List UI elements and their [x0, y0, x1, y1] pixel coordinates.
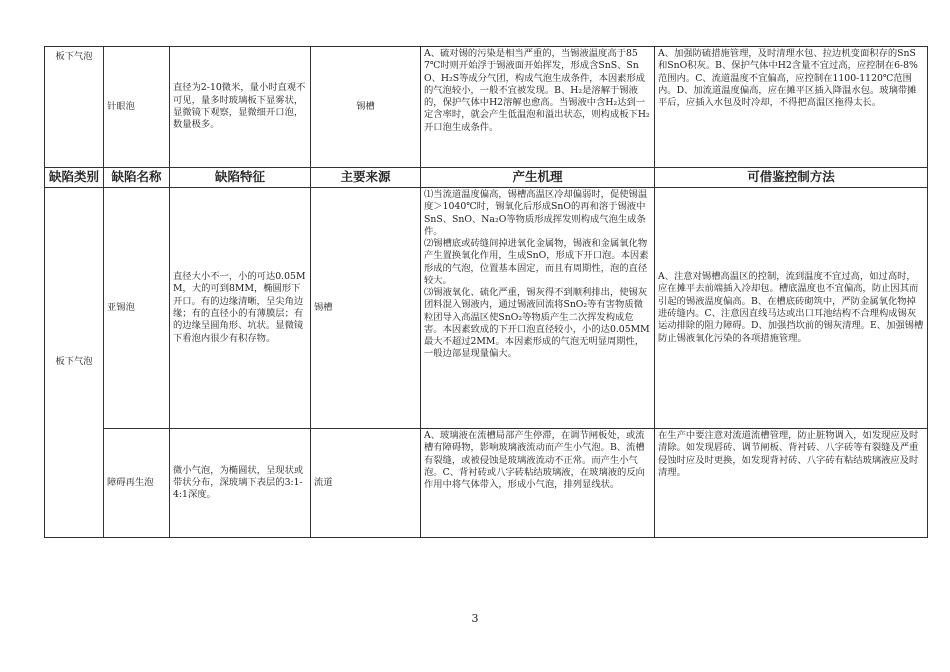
defect-features-cell: 直径大小不一，小的可达0.05MM，大的可到8MM，椭圆形下开口。有的边缘清晰，呈尖角边缘；有的直径小的有薄膜层；有的边缘呈圆角形、坑状。显微镜下看泡内很少有积存物。: [170, 188, 311, 429]
defects-table: [44, 46, 928, 538]
defect-category-cell: 板下气泡: [45, 188, 104, 538]
defect-name-cell: 针眼泡: [104, 47, 170, 168]
mechanism-paragraph: ⑶锡液氧化、硫化严重，锡灰得不到顺利排出，使锡灰团料混入锡液内，通过锡液回流将SnO₂等有害物质微粒团导入高温区使SnO₂等物质产生二次挥发构成危害。本因素致成的下开口泡直径较小，小的达0.05MM最大不超过2MM。本因素形成的气泡无明显周期性，一般边部显现量偏大。: [424, 287, 650, 360]
defect-name-cell: 障碍再生泡: [104, 429, 170, 538]
main-source-cell: 锡槽: [311, 188, 421, 429]
table-row: [45, 47, 928, 168]
header-mechanism: 产生机理: [421, 168, 655, 188]
control-method-cell: 在生产中要注意对流道流槽管理，防止脏物调入，如发现应及时清除。如发现唇砖、调节闸板、背衬砖、八字砖等有裂缝及严重侵蚀时应及时更换，如发现背衬砖、八字砖有粘结玻璃液应及时清理。: [655, 429, 928, 538]
defect-features-cell: 直径为2-10微米，量小时直观不可见，量多时玻璃板下显雾状，显微镜下观察，显微细开口泡，数量极多。: [170, 47, 311, 168]
defect-category-cell: 板下气泡: [45, 47, 104, 168]
mechanism-cell: A、玻璃液在流槽局部产生停滞，在调节闸板处，或流槽有障碍物，影响玻璃液流动而产生小气泡。B、流槽有裂缝，或被侵蚀是玻璃液流动不正常。而产生小气泡。C、背衬砖或八字砖粘结玻璃液，在玻璃液的反向作用中将气体带入，形成小气泡，排列显线状。: [421, 429, 655, 538]
mechanism-paragraph: ⑵锡槽底或砖缝间掉进氧化金属物，锡液和金属氧化物产生置换氧化作用，生成SnO，形成下开口泡。本因素形成的气泡，位置基本固定，而且有周期性，泡的直径较大。: [424, 238, 649, 286]
header-source: 主要来源: [311, 168, 421, 188]
table-row: [45, 188, 928, 429]
mechanism-cell: [421, 188, 655, 429]
mechanism-paragraph: ⑴当流道温度偏高，锡槽高温区冷却偏弱时，促使锡温度＞1040℃时，锡氧化后形成SnO的再和溶于锡液中SnS、SnO、Na₂O等物质形成挥发则构成气泡生成条件。: [424, 189, 648, 237]
header-control: 可借鉴控制方法: [655, 168, 928, 188]
table-row: [45, 429, 928, 538]
main-source-cell: 流道: [311, 429, 421, 538]
main-source-cell: 锡槽: [311, 47, 421, 168]
header-features: 缺陷特征: [170, 168, 311, 188]
defect-features-cell: 微小气泡，为椭圆状，呈现状或带状分布，深玻璃下表层的3:1-4:1深度。: [170, 429, 311, 538]
header-name: 缺陷名称: [104, 168, 170, 188]
table-header-row: [45, 168, 928, 188]
mechanism-cell: A、硫对锡的污染是相当严重的，当锡液温度高于857℃时则开始浮于锡液面开始挥发，形成含SnS、SnO、H₂S等成分气团，构成气泡生成条件，本因素形成的气泡较小，一般不宜被发现。B、H₂是溶解于锡液的，保护气体中H2溶解也愈高。当锡液中含H₂达到一定含率时，就会产生低温泡和溢出状态，则构成板下H₂开口泡生成条件。: [421, 47, 655, 168]
control-method-cell: A、加强防硫措施管理，及时清理水包、拉边机变面积存的SnS和SnO积灰。B、保护气体中H2含量不宜过高，应控制在6-8%范围内。C、流道温度不宜偏高，应控制在1100-1120℃范围内。D、加流道温度偏高，应在摊平区插入降温水包。玻璃带摊平后，应插入水包及时冷却，不得把高温区拖得太长。: [655, 47, 928, 168]
defect-name-cell: 亚锡泡: [104, 188, 170, 429]
header-category: 缺陷类别: [45, 168, 104, 188]
control-method-cell: A、注意对锡槽高温区的控制，流到温度不宜过高，如过高时，应在摊平去前端插入冷却包。槽底温度也不宜偏高，防止因其而引起的锡液温度偏高。B、在槽底砖砌筑中，严防金属氧化物掉进砖缝内。C、注意因直线马达或出口耳池结构不合理构成锡灰运动排除的阻力障碍。D、加强挡坎前的锡灰清理。E、加强锡槽防止锡液氧化污染的各项措施管理。: [655, 188, 928, 429]
page-number: 3: [471, 612, 479, 625]
